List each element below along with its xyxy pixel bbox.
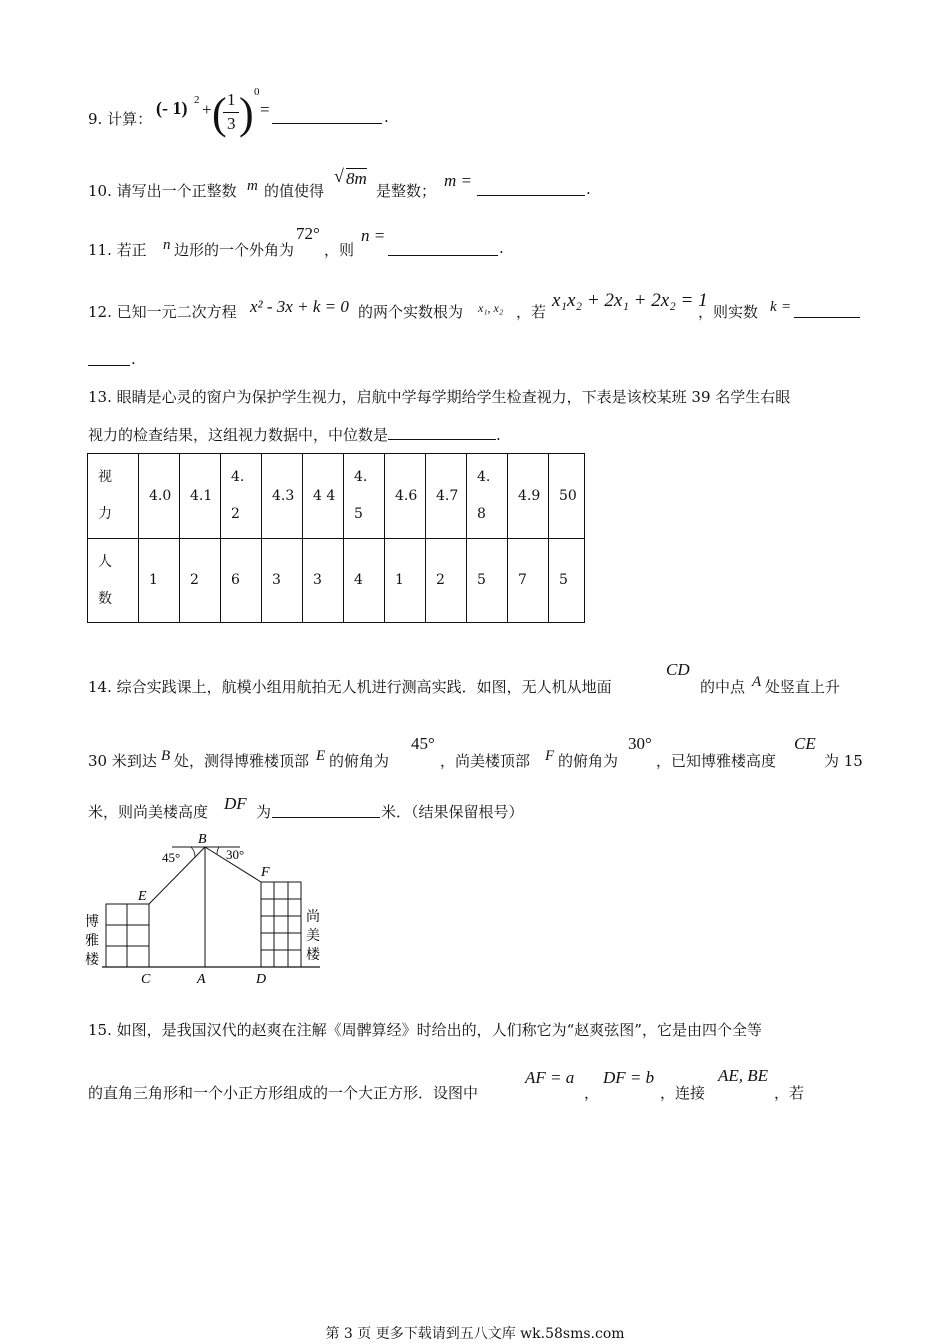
count-cell: 3 — [303, 539, 344, 623]
label-d: D — [256, 972, 267, 987]
q13-answer-blank — [388, 438, 496, 440]
count-cell: 3 — [262, 539, 303, 623]
question-15-line1: 15. 如图，是我国汉代的赵爽在注解《周髀算经》时给出的，人们称它为“赵爽弦图”，它是由四个全等 — [88, 1021, 762, 1039]
vision-value: 5 — [354, 506, 363, 522]
vision-header-char: 视 — [98, 469, 112, 485]
vision-cell — [508, 454, 549, 539]
q15-af: AF = a — [525, 1068, 575, 1087]
left-building — [106, 904, 149, 967]
vision-value: 4.9 — [518, 487, 541, 504]
q12-mid: 的两个实数根为 — [358, 303, 464, 321]
q11-label: 11. 若正 — [88, 241, 147, 259]
q14-answer-blank — [272, 816, 380, 818]
q12-roots: x₁, x₂ — [478, 301, 503, 315]
vision-cell — [549, 454, 585, 539]
q14-l1-mid: 的中点 — [700, 678, 746, 696]
count-cell: 2 — [180, 539, 221, 623]
count-cell: 7 — [508, 539, 549, 623]
vision-value: 2 — [231, 506, 240, 522]
q14-l1-prefix: 14. 综合实践课上，航模小组用航拍无人机进行测高实践．如图，无人机从地面 — [88, 678, 612, 696]
vision-value: 4.7 — [436, 487, 459, 504]
q9-label: 9. 计算： — [88, 110, 153, 128]
vision-cell — [180, 454, 221, 539]
label-a: A — [197, 972, 206, 987]
q14-seg-ce: CE — [794, 734, 816, 753]
count-cell: 1 — [385, 539, 426, 623]
vision-cell — [139, 454, 180, 539]
vision-value: 4.3 — [272, 487, 295, 504]
q9-equals: = — [260, 100, 270, 119]
vision-value: 4.6 — [395, 487, 418, 504]
q10-sqrt-sign: √ — [334, 166, 344, 186]
q14-angle45: 45° — [411, 734, 435, 753]
q10-var-m: m — [247, 178, 258, 194]
q14-angle30: 30° — [628, 734, 652, 753]
vision-value: 4. — [354, 469, 368, 485]
q9-base-a: (- 1) — [156, 98, 188, 118]
q11-mid: 边形的一个外角为 — [174, 241, 295, 259]
q14-figure — [80, 828, 340, 988]
count-cell: 6 — [221, 539, 262, 623]
bldg-left-char: 楼 — [85, 953, 99, 968]
count-cell: 4 — [344, 539, 385, 623]
vision-value: 4 4 — [313, 487, 336, 504]
q11-angle: 72° — [296, 224, 320, 243]
count-cell: 2 — [426, 539, 467, 623]
q9-left-paren: ( — [212, 89, 227, 138]
vision-cell — [344, 454, 385, 539]
q9-exp-b: 0 — [254, 86, 260, 98]
q12-if: ，若 — [516, 303, 547, 321]
question-13-line1: 13. 眼睛是心灵的窗户为保护学生视力，启航中学每学期给学生检查视力，下表是该校某班 39 名学生右眼 — [88, 388, 791, 406]
q10-label: 10. 请写出一个正整数 — [88, 182, 237, 200]
q13-end: . — [496, 426, 501, 444]
q10-after: 是整数； — [376, 182, 437, 200]
q14-seg-df: DF — [224, 794, 247, 813]
q10-radicand — [346, 168, 367, 189]
q12-eq: = — [782, 299, 791, 315]
table-row — [88, 454, 585, 539]
q12-condition: x₁x₂ + 2x₁ + 2x₂ = 1 — [552, 290, 708, 311]
count-header-char: 人 — [98, 553, 112, 570]
vision-value: 50 — [559, 487, 577, 504]
vision-value: 4.1 — [190, 487, 213, 504]
q14-pt-b: B — [161, 748, 171, 764]
count-cell: 1 — [139, 539, 180, 623]
q10-m-eq: m = — [444, 171, 472, 190]
q11-answer-blank — [388, 254, 498, 256]
q13-line2-text: 视力的检查结果，这组视力数据中，中位数是 — [88, 426, 389, 444]
q11-then: ，则 — [324, 241, 355, 259]
label-f: F — [261, 865, 270, 880]
q9-exp-a: 2 — [194, 94, 200, 106]
count-cell: 5 — [549, 539, 585, 623]
bldg-left-char: 雅 — [85, 934, 99, 949]
q12-end: . — [131, 350, 136, 368]
q10-answer-blank — [477, 194, 585, 196]
right-building — [261, 882, 301, 967]
q9-frac-den: 3 — [227, 114, 236, 133]
vision-cell — [385, 454, 426, 539]
question-13-line2 — [88, 424, 501, 445]
q12-equation: x² - 3x + k = 0 — [250, 297, 349, 316]
table-row — [88, 539, 585, 623]
q9-right-paren: ) — [239, 89, 254, 138]
q14-pt-f: F — [545, 748, 555, 764]
count-header-cell — [88, 539, 139, 623]
q14-l2-f: 为 15 — [824, 752, 863, 770]
bldg-right-char: 楼 — [306, 948, 320, 963]
q15-connect: ，连接 — [660, 1084, 706, 1102]
angle-arc-45 — [191, 847, 195, 857]
q14-l2-e: ，已知博雅楼高度 — [656, 752, 777, 770]
q15-ae-be: AE, BE — [718, 1066, 769, 1085]
q12-answer-blank-b — [88, 364, 130, 366]
q14-l2-d: 的俯角为 — [558, 752, 619, 770]
q15-l2-prefix: 的直角三角形和一个小正方形组成的一个大正方形．设图中 — [88, 1084, 479, 1102]
label-b: B — [198, 832, 207, 847]
q11-end: . — [499, 239, 504, 257]
q9-end: . — [384, 108, 389, 126]
q9-frac-bar — [223, 112, 239, 113]
q15-end: ，若 — [774, 1084, 805, 1102]
q14-pt-e: E — [316, 748, 326, 764]
vision-cell — [262, 454, 303, 539]
vision-value: 4. — [477, 469, 491, 485]
vision-cell — [426, 454, 467, 539]
vision-header-cell — [88, 454, 139, 539]
q14-l3-prefix: 米，则尚美楼高度 — [88, 803, 209, 821]
q9-frac-num: 1 — [227, 90, 236, 109]
q10-radicand-text: 8m — [346, 169, 367, 188]
q12-var-k: k — [770, 299, 777, 315]
q9-answer-blank — [272, 122, 382, 124]
count-cell: 5 — [467, 539, 508, 623]
q9-plus: + — [202, 100, 212, 119]
label-30: 30° — [226, 847, 245, 862]
q14-seg-cd: CD — [666, 660, 690, 679]
vision-value: 4. — [231, 469, 245, 485]
q14-l2-b: 的俯角为 — [329, 752, 390, 770]
q15-comma: ， — [584, 1084, 600, 1102]
label-45: 45° — [162, 850, 181, 865]
label-e: E — [138, 889, 147, 904]
q14-pt-a: A — [752, 674, 762, 690]
bldg-right-char: 美 — [306, 929, 320, 944]
q12-label: 12. 已知一元二次方程 — [88, 303, 237, 321]
q14-l2-prefix: 30 米到达 — [88, 752, 157, 770]
q15-df: DF = b — [603, 1068, 655, 1087]
vision-cell — [221, 454, 262, 539]
q10-mid: 的值使得 — [264, 182, 325, 200]
q14-l1-end: 处竖直上升 — [765, 678, 841, 696]
vision-cell — [467, 454, 508, 539]
count-header-char: 数 — [98, 590, 112, 607]
angle-arc-30 — [217, 847, 219, 854]
bldg-left-char: 博 — [85, 915, 99, 930]
vision-value: 8 — [477, 506, 486, 522]
q14-l3-mid: 为 — [256, 803, 272, 821]
bldg-right-char: 尚 — [306, 910, 320, 925]
q14-l2-c: ，尚美楼顶部 — [440, 752, 531, 770]
q10-end: . — [586, 180, 591, 198]
vision-cell — [303, 454, 344, 539]
q11-var-n: n — [163, 237, 171, 253]
q12-then: ，则实数 — [698, 303, 759, 321]
q14-l3-end: 米．（结果保留根号） — [381, 803, 524, 821]
q11-n-eq: n = — [361, 226, 386, 245]
label-c: C — [141, 972, 151, 987]
vision-value: 4.0 — [149, 487, 172, 504]
vision-table — [87, 453, 585, 623]
vision-header-char: 力 — [98, 506, 112, 522]
q14-l2-a: 处，测得博雅楼顶部 — [174, 752, 310, 770]
q12-answer-blank-a — [794, 316, 860, 318]
page-footer: 第 3 页 更多下载请到五八文库 wk.58sms.com — [325, 1326, 625, 1342]
